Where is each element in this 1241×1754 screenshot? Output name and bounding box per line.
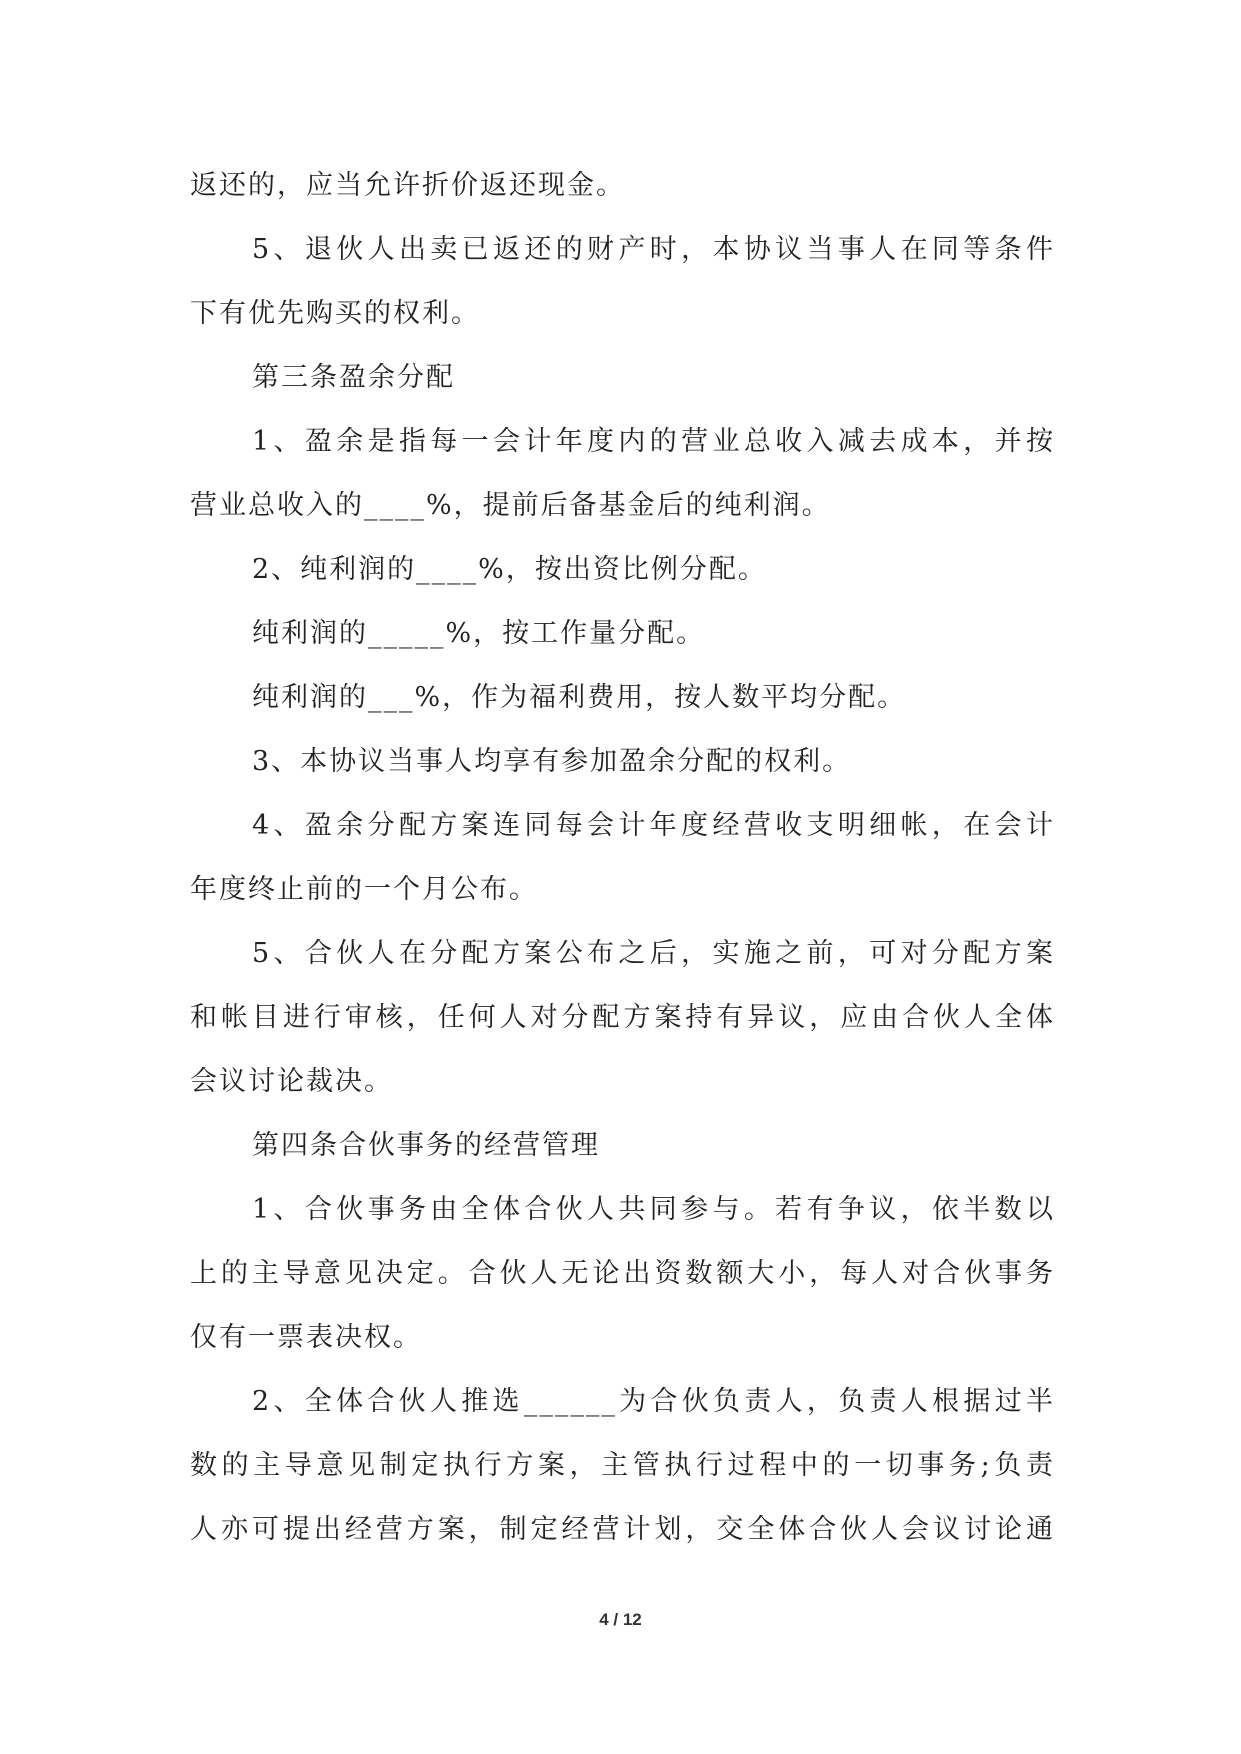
text-line: 上的主导意见决定。合伙人无论出资数额大小，每人对合伙事务 [190, 1258, 1055, 1289]
text-line: 和帐目进行审核，任何人对分配方案持有异议，应由合伙人全体 [190, 1002, 1055, 1033]
text-line: 1、盈余是指每一会计年度内的营业总收入减去成本，并按 [252, 426, 1055, 457]
text-line: 返还的，应当允许折价返还现金。 [190, 170, 625, 201]
text-line: 数的主导意见制定执行方案，主管执行过程中的一切事务;负责 [190, 1450, 1055, 1481]
text-line: 年度终止前的一个月公布。 [190, 874, 538, 905]
text-line: 1、合伙事务由全体合伙人共同参与。若有争议，依半数以 [252, 1194, 1055, 1225]
text-line: 仅有一票表决权。 [190, 1322, 422, 1353]
document-body [190, 154, 1055, 1562]
section-heading: 第四条合伙事务的经营管理 [252, 1130, 600, 1161]
page-number: 4 / 12 [599, 1610, 642, 1629]
text-line: 下有优先购买的权利。 [190, 298, 480, 329]
text-line: 5、合伙人在分配方案公布之后，实施之前，可对分配方案 [252, 938, 1055, 969]
text-line: 2、全体合伙人推选______为合伙负责人，负责人根据过半 [252, 1386, 1055, 1417]
text-line: 纯利润的_____%，按工作量分配。 [252, 618, 706, 649]
text-line: 2、纯利润的____%，按出资比例分配。 [252, 554, 767, 585]
section-heading: 第三条盈余分配 [252, 362, 455, 393]
text-line: 人亦可提出经营方案，制定经营计划，交全体合伙人会议讨论通 [190, 1514, 1055, 1545]
text-line: 纯利润的___%，作为福利费用，按人数平均分配。 [252, 682, 907, 713]
text-line: 营业总收入的____%，提前后备基金后的纯利润。 [190, 490, 831, 521]
text-line: 3、本协议当事人均享有参加盈余分配的权利。 [252, 746, 852, 777]
text-line: 会议讨论裁决。 [190, 1066, 393, 1097]
text-line: 4、盈余分配方案连同每会计年度经营收支明细帐，在会计 [252, 810, 1055, 841]
text-line: 5、退伙人出卖已返还的财产时，本协议当事人在同等条件 [252, 234, 1055, 265]
